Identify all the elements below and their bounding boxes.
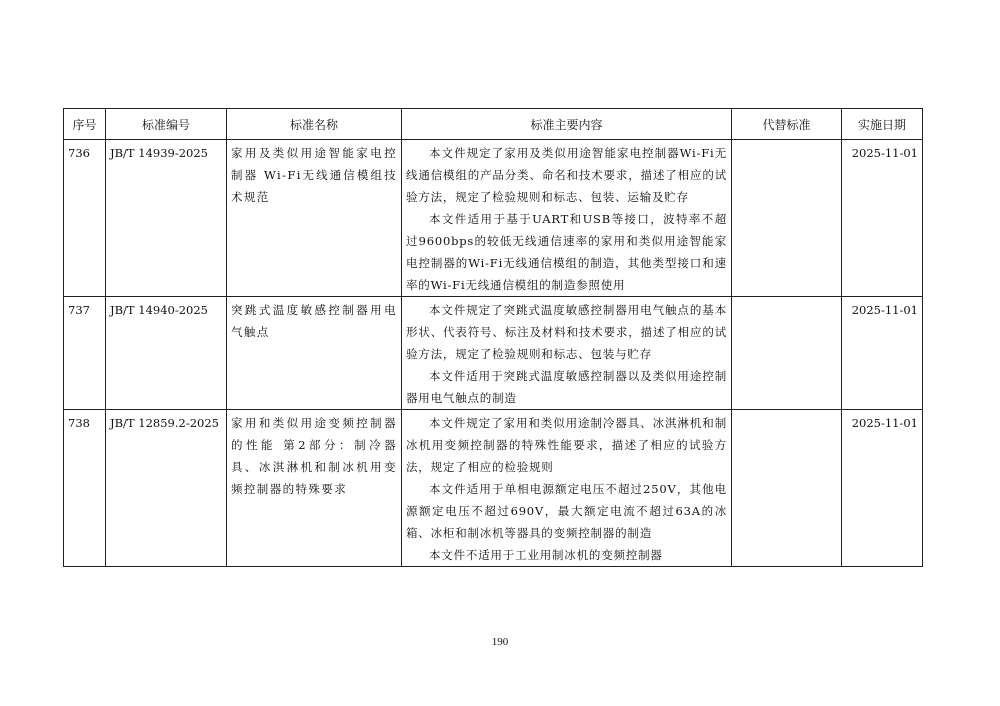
date-cell: 2025-11-01: [842, 297, 923, 410]
table-row: [64, 140, 923, 297]
content-paragraph: 本文件适用于单相电源额定电压不超过250V，其他电源额定电压不超过690V，最大额定电流不超过63A的冰箱、冰柜和制冰机等器具的变频控制器的制造: [406, 482, 727, 540]
serial-cell: 737: [64, 297, 106, 410]
main-content-cell: [402, 140, 732, 297]
serial-cell: 736: [64, 140, 106, 297]
standard-name-cell: 家用及类似用途智能家电控制器 Wi-Fi无线通信模组技术规范: [227, 140, 402, 297]
main-content-cell: [402, 297, 732, 410]
replaces-cell: [732, 410, 842, 567]
header-replaces: 代替标准: [732, 109, 842, 140]
content-paragraph: 本文件适用于基于UART和USB等接口，波特率不超过9600bps的较低无线通信速率的家用和类似用途智能家电控制器的Wi-Fi无线通信模组的制造，其他类型接口和速率的Wi-Fi无线通信模组的制造参照使用: [406, 212, 727, 292]
page-number: 190: [491, 636, 509, 648]
table-row: [64, 297, 923, 410]
header-implementation-date: 实施日期: [842, 109, 923, 140]
serial-cell: 738: [64, 410, 106, 567]
content-paragraph: 本文件不适用于工业用制冰机的变频控制器: [429, 548, 663, 562]
standard-name-cell: 家用和类似用途变频控制器的性能 第2部分：制冷器具、冰淇淋机和制冰机用变频控制器的特殊要求: [227, 410, 402, 567]
header-standard-name: 标准名称: [227, 109, 402, 140]
content-paragraph: 本文件适用于突跳式温度敏感控制器以及类似用途控制器用电气触点的制造: [406, 369, 727, 405]
header-main-content: 标准主要内容: [402, 109, 732, 140]
table-header-row: [64, 109, 923, 140]
content-paragraph: 本文件规定了突跳式温度敏感控制器用电气触点的基本形状、代表符号、标注及材料和技术要求，描述了相应的试验方法，规定了检验规则和标志、包装与贮存: [406, 303, 727, 361]
content-paragraph: 本文件规定了家用和类似用途制冷器具、冰淇淋机和制冰机用变频控制器的特殊性能要求，描述了相应的试验方法，规定了相应的检验规则: [406, 416, 727, 474]
date-cell: 2025-11-01: [842, 410, 923, 567]
table-row: [64, 410, 923, 567]
standards-table: [63, 108, 923, 567]
content-paragraph: 本文件规定了家用及类似用途智能家电控制器Wi-Fi无线通信模组的产品分类、命名和技术要求，描述了相应的试验方法，规定了检验规则和标志、包装、运输及贮存: [406, 146, 727, 204]
replaces-cell: [732, 297, 842, 410]
date-cell: 2025-11-01: [842, 140, 923, 297]
standard-code-cell: JB/T 14940-2025: [106, 297, 227, 410]
header-serial: 序号: [64, 109, 106, 140]
replaces-cell: [732, 140, 842, 297]
standard-code-cell: JB/T 12859.2-2025: [106, 410, 227, 567]
standard-name-cell: 突跳式温度敏感控制器用电气触点: [227, 297, 402, 410]
standard-code-cell: JB/T 14939-2025: [106, 140, 227, 297]
main-content-cell: [402, 410, 732, 567]
header-standard-code: 标准编号: [106, 109, 227, 140]
